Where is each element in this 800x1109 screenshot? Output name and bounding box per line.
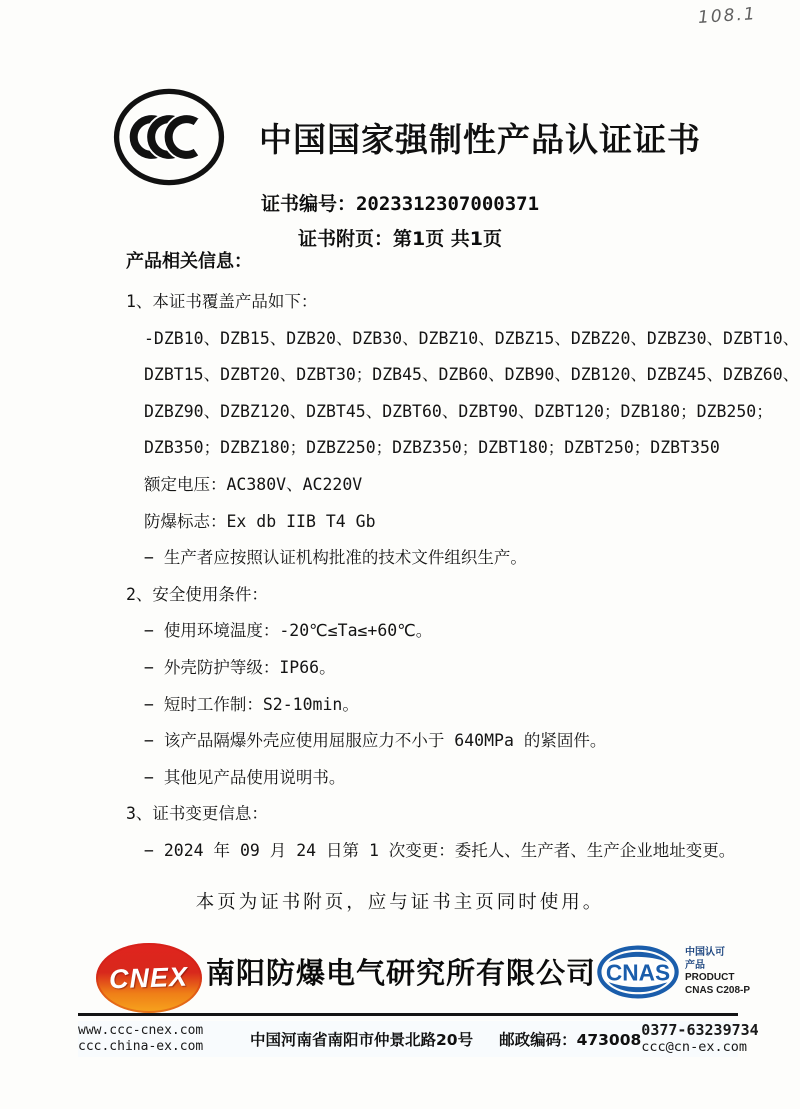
certificate-number-label: 证书编号：	[260, 193, 356, 215]
body-line: DZB350；DZBZ180；DZBZ250；DZBZ350；DZBT180；DZBT250；DZBT350	[144, 438, 720, 458]
contact-bar	[78, 1021, 759, 1057]
footer-divider	[78, 1013, 738, 1016]
cnas-logo-icon	[596, 944, 680, 1000]
certificate-number-line	[0, 189, 800, 216]
body-line: − 其他见产品使用说明书。	[144, 767, 346, 787]
body-line: − 短时工作制：S2-10min。	[144, 694, 359, 714]
body-line: 额定电压：AC380V、AC220V	[144, 474, 363, 494]
certificate-number-value: 2023312307000371	[355, 193, 540, 215]
company-name: 南阳防爆电气研究所有限公司	[206, 956, 597, 990]
body-line: 2、安全使用条件：	[126, 584, 268, 604]
postal-code: 邮政编码：473008	[499, 1031, 642, 1049]
contact-websites	[78, 1023, 250, 1055]
cnas-caption-line: CNAS C208-P	[685, 984, 751, 996]
attachment-label: 证书附页：	[297, 228, 393, 250]
address-text: 中国河南省南阳市仲景北路20号	[250, 1031, 474, 1049]
cnex-logo-text: CNEX	[108, 961, 189, 994]
email-address: ccc@cn-ex.com	[641, 1039, 747, 1055]
phone-number: 0377-63239734	[641, 1021, 759, 1039]
attachment-pages: 第1页 共1页	[392, 228, 503, 250]
organization-bar	[0, 935, 800, 1015]
cnas-accreditation	[596, 944, 750, 1000]
handwritten-page-number: 108.1	[697, 3, 758, 29]
body-line: − 2024 年 09 月 24 日第 1 次变更：委托人、生产者、生产企业地址变更。	[144, 840, 736, 860]
contact-phone-email	[641, 1022, 783, 1056]
svg-text:CNAS: CNAS	[605, 959, 671, 986]
ccc-logo	[112, 86, 226, 188]
body-line: 1、本证书覆盖产品如下：	[126, 292, 318, 311]
cnas-caption-line: 中国认可	[685, 947, 725, 958]
cnas-caption	[685, 947, 750, 997]
cnex-logo	[96, 943, 202, 1013]
body-line: DZBZ90、DZBZ120、DZBT45、DZBT60、DZBT90、DZBT120；DZB180；DZB250；	[144, 401, 773, 421]
body-line: − 生产者应按照认证机构批准的技术文件组织生产。	[144, 548, 527, 568]
body-line: − 该产品隔爆外壳应使用屈服应力不小于 640MPa 的紧固件。	[144, 731, 607, 751]
section-title: 产品相关信息：	[126, 251, 252, 272]
product-information-section	[0, 247, 800, 870]
body-line: − 外壳防护等级：IP66。	[144, 657, 336, 677]
cnas-caption-line: PRODUCT	[685, 972, 735, 983]
body-line: − 使用环境温度：-20℃≤Ta≤+60℃。	[144, 621, 433, 641]
ccc-mark-icon	[112, 86, 226, 188]
certificate-title: 中国国家强制性产品认证证书	[259, 120, 701, 159]
body-line: -DZB10、DZB15、DZB20、DZB30、DZBZ10、DZBZ15、DZBZ20、DZBZ30、DZBT10、	[144, 328, 800, 348]
attachment-usage-note: 本页为证书附页，应与证书主页同时使用。	[195, 892, 605, 913]
body-line: 3、证书变更信息：	[126, 804, 268, 824]
body-line: DZBT15、DZBT20、DZBT30；DZB45、DZB60、DZB90、DZB120、DZBZ45、DZBZ60、	[144, 365, 800, 385]
website-url: ccc.china-ex.com	[78, 1039, 204, 1054]
cnas-caption-line: 产品	[685, 959, 705, 971]
website-url: www.ccc-cnex.com	[78, 1023, 204, 1038]
contact-address	[250, 1028, 641, 1050]
body-line: 防爆标志：Ex db IIB T4 Gb	[144, 511, 376, 531]
